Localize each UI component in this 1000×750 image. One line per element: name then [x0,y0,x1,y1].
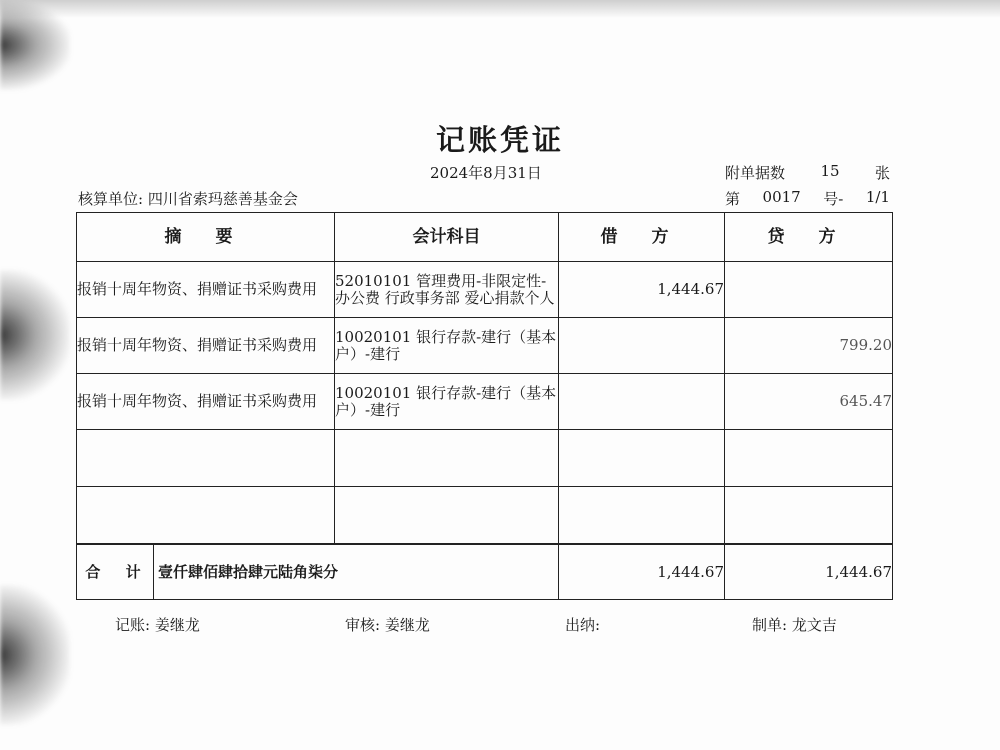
reviewer-name: 姜继龙 [384,616,430,634]
voucher-number [725,188,890,209]
attachment-label: 附单据数 [725,164,786,182]
row-debit: 1,444.67 [559,262,725,318]
empty-cell [77,430,335,487]
preparer-label: 制单: [752,616,788,634]
footer-bookkeeper [115,614,200,635]
reviewer-label: 审核: [345,616,381,634]
voucher-table [76,212,893,600]
row-debit [559,374,725,430]
table-header-row [77,213,893,262]
empty-cell [725,487,893,545]
scan-noise [0,585,70,725]
table-row [77,262,893,318]
empty-cell [559,487,725,545]
footer-cashier [565,614,600,635]
total-row [77,544,893,600]
attachment-count [725,162,890,183]
bookkeeper-name: 姜继龙 [154,616,200,634]
accounting-unit [78,188,298,209]
empty-cell [335,487,559,545]
total-amount-words: 壹仟肆佰肆拾肆元陆角柒分 [158,562,339,581]
total-label: 合 计 [77,545,154,599]
bookkeeper-label: 记账: [115,616,151,634]
voucher-date: 2024年8月31日 [430,164,542,182]
voucher-number-suffix: 号- [823,190,844,208]
attachment-number: 15 [820,162,840,180]
voucher-number-value: 0017 [762,188,801,206]
row-subject: 10020101 银行存款-建行（基本户）-建行 [335,374,559,430]
header-subject: 会计科目 [335,213,559,262]
empty-cell [335,430,559,487]
empty-row [77,487,893,545]
total-credit: 1,444.67 [725,544,893,600]
scan-noise [0,0,70,90]
scan-shadow [0,0,1000,18]
header-summary: 摘 要 [77,213,335,262]
row-subject: 52010101 管理费用-非限定性-办公费 行政事务部 爱心捐款个人 [335,262,559,318]
unit-label: 核算单位: [78,190,144,208]
footer-reviewer [345,614,430,635]
attachment-unit: 张 [874,164,890,182]
cashier-label: 出纳: [565,616,601,634]
header-debit: 借 方 [559,213,725,262]
total-debit: 1,444.67 [559,544,725,600]
header-credit: 贷 方 [725,213,893,262]
total-label-cell [77,544,559,600]
voucher-page: 1/1 [865,188,890,206]
row-summary: 报销十周年物资、捐赠证书采购费用 [77,262,335,318]
row-credit [725,262,893,318]
voucher-title: 记账凭证 [435,123,564,157]
row-summary: 报销十周年物资、捐赠证书采购费用 [77,374,335,430]
preparer-name: 龙文吉 [791,616,837,634]
empty-cell [725,430,893,487]
table-row [77,374,893,430]
table-row [77,318,893,374]
row-summary: 报销十周年物资、捐赠证书采购费用 [77,318,335,374]
empty-cell [77,487,335,545]
row-credit: 799.20 [725,318,893,374]
footer-preparer [752,614,837,635]
empty-cell [559,430,725,487]
voucher-number-prefix: 第 [725,190,741,208]
scan-noise [0,270,70,400]
row-subject: 10020101 银行存款-建行（基本户）-建行 [335,318,559,374]
unit-name: 四川省索玛慈善基金会 [147,190,298,208]
row-debit [559,318,725,374]
empty-row [77,430,893,487]
row-credit: 645.47 [725,374,893,430]
